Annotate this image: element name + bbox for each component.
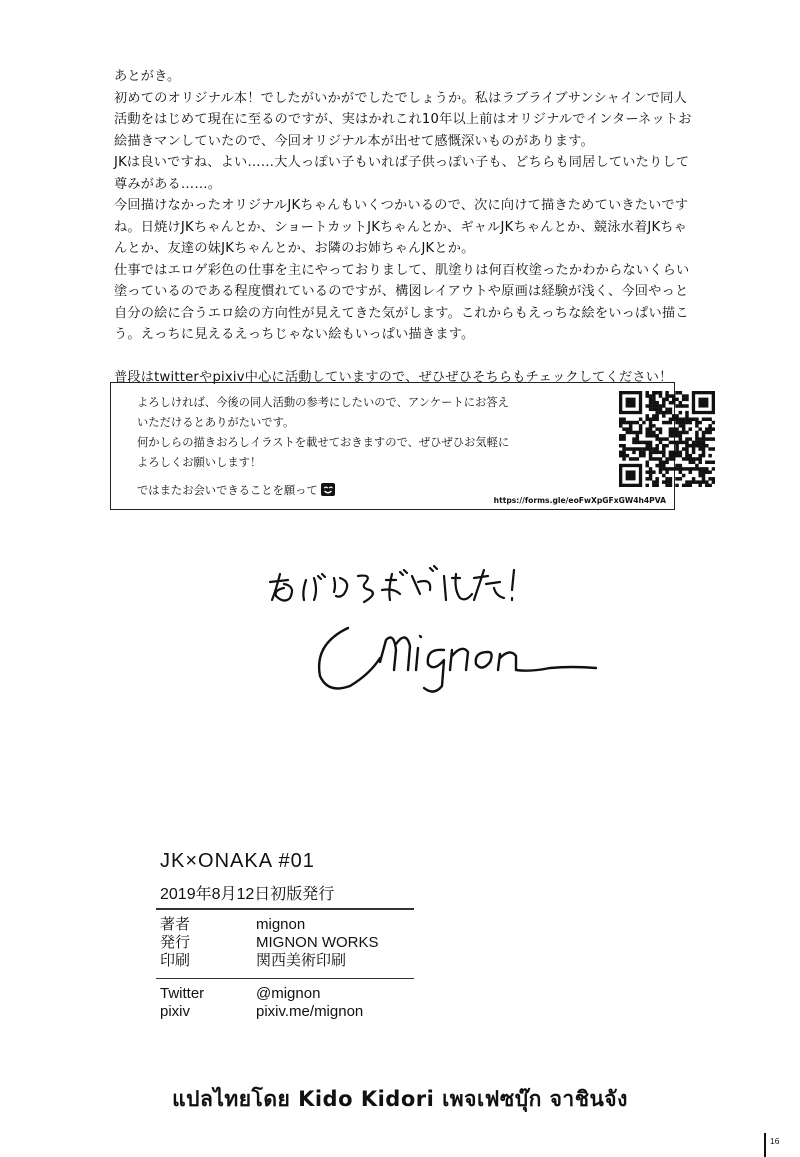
- colophon-title: JK×ONAKA #01: [160, 850, 315, 872]
- credit-value: 関西美術印刷: [256, 951, 347, 969]
- link-key: pixiv: [160, 1003, 191, 1020]
- credit-value: MIGNON WORKS: [256, 933, 379, 951]
- afterword-line: 仕事ではエロゲ彩色の仕事を主にやっておりまして、肌塗りは何百枚塗ったかわからないくらい: [114, 262, 690, 278]
- afterword-line: JKは良いですね、よい……大人っぽい子もいれば子供っぽい子も、どちらも同居していたりして: [114, 155, 690, 170]
- credit-value: mignon: [256, 915, 306, 933]
- survey-closing-text: ではまたお会いできることを願って: [137, 484, 318, 497]
- translator-credit: แปลไทยโดย Kido Kidori เพจเฟซบุ๊ก จาชินจัง: [172, 1087, 628, 1111]
- page-edge-mark: [764, 1133, 766, 1157]
- colophon-divider: [156, 978, 414, 980]
- social-line: 普段はtwitterやpixiv中心に活動していますので、ぜひぜひそちらもチェックしてください！: [114, 369, 673, 385]
- qr-code-icon[interactable]: [619, 391, 715, 487]
- afterword-line: 自分の絵に合うエロ絵の方向性が見えてきた気がします。これからもえっちな絵をいっぱい描こ: [114, 305, 689, 321]
- survey-line: いただけるとありがたいです。: [137, 416, 295, 429]
- afterword-line: う。えっちに見えるえっちじゃない絵もいっぱい描きます。: [114, 327, 475, 342]
- survey-line: よろしければ、今後の同人活動の参考にしたいので、アンケートにお答え: [137, 396, 509, 409]
- credit-row: [160, 934, 420, 952]
- link-row: [160, 1003, 420, 1021]
- afterword-line: 初めてのオリジナル本！でしたがいかがでしたでしょうか。私はラブライブサンシャインで同人: [114, 90, 687, 106]
- survey-line: 何かしらの描きおろしイラストを載せておきますので、ぜひぜひお気軽に: [137, 436, 510, 449]
- page-number: 16: [770, 1136, 780, 1146]
- survey-line: よろしくお願いします！: [137, 456, 262, 469]
- credits-list: [160, 916, 420, 970]
- afterword-line: んとか、友達の妹JKちゃんとか、お隣のお姉ちゃんJKとか。: [114, 241, 475, 256]
- pixiv-link[interactable]: pixiv.me/mignon: [256, 1003, 364, 1020]
- link-row: [160, 985, 420, 1003]
- handwritten-signature: [310, 610, 610, 700]
- link-key: Twitter: [160, 985, 205, 1002]
- credit-row: [160, 916, 420, 934]
- afterword-line: 塗っているのである程度慣れているのですが、構図レイアウトや原画は経験が浅く、今回やっと: [114, 284, 689, 299]
- survey-closing: [137, 481, 537, 501]
- survey-text: [137, 393, 537, 501]
- credit-key: 発行: [160, 933, 191, 951]
- colophon-divider: [156, 908, 414, 910]
- credit-row: [160, 952, 420, 970]
- survey-url[interactable]: https://forms.gle/eoFwXpGFxGW4h4PVA: [493, 496, 666, 505]
- afterword-line: 絵描きマンしていたので、今回オリジナル本が出せて感慨深いものがあります。: [114, 133, 594, 149]
- colophon-date: 2019年8月12日初版発行: [160, 886, 335, 903]
- credit-key: 著者: [160, 915, 191, 933]
- afterword: [114, 66, 694, 388]
- smiley-icon: [321, 483, 335, 496]
- handwritten-thanks: [260, 560, 530, 615]
- twitter-link[interactable]: @mignon: [256, 985, 321, 1002]
- afterword-line: 今回描けなかったオリジナルJKちゃんもいくつかいるので、次に向けて描きためていきたいです: [114, 198, 689, 213]
- links-list: [160, 985, 420, 1021]
- colophon: [160, 850, 420, 1021]
- survey-box: [110, 382, 675, 510]
- credit-key: 印刷: [160, 951, 191, 969]
- afterword-line: 活動をはじめて現在に至るのですが、実はかれこれ10年以上前はオリジナルでインターネットお: [114, 112, 692, 127]
- afterword-line: ね。日焼けJKちゃんとか、ショートカットJKちゃんとか、ギャルJKちゃんとか、競泳水着JKちゃ: [114, 219, 688, 235]
- afterword-line: あとがき。: [114, 69, 181, 84]
- afterword-line: 尊みがある……。: [114, 176, 222, 192]
